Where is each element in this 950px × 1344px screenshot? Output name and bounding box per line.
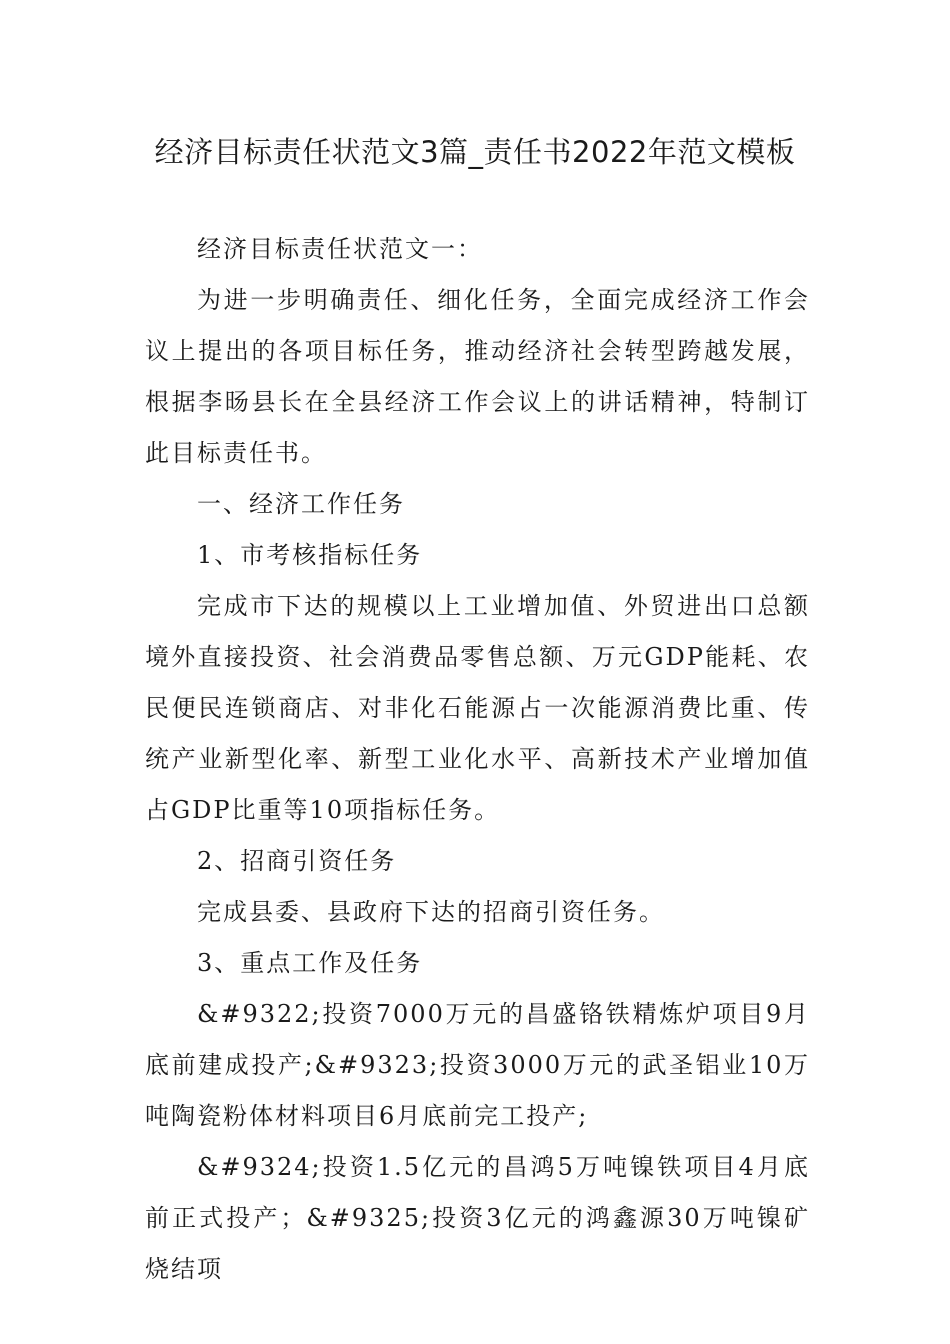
item-1-heading: 1、市考核指标任务 [197,541,423,569]
document-body [145,224,810,1295]
item-1-paragraph: 完成市下达的规模以上工业增加值、外贸进出口总额境外直接投资、社会消费品零售总额、万元GDP能耗、农民便民连锁商店、对非化石能源占一次能源消费比重、传统产业新型化率、新型工业化水平、高新技术产业增加值占GDP比重等10项指标任务。 [145,592,810,824]
item-2-paragraph: 完成县委、县政府下达的招商引资任务。 [197,898,665,926]
part-one-heading: 一、经济工作任务 [197,490,405,518]
item-3-heading: 3、重点工作及任务 [197,949,423,977]
item-2-heading: 2、招商引资任务 [197,847,397,875]
document-title: 经济目标责任状范文3篇_责任书2022年范文模板 [154,135,796,169]
intro-paragraph: 为进一步明确责任、细化任务，全面完成经济工作会议上提出的各项目标任务，推动经济社会转型跨越发展，根据李旸县长在全县经济工作会议上的讲话精神，特制订此目标责任书。 [145,286,810,467]
section-heading: 经济目标责任状范文一： [197,235,483,263]
item-3-paragraph-b: &#9324;投资1.5亿元的昌鸿5万吨镍铁项目4月底前正式投产；&#9325;投资3亿元的鸿鑫源30万吨镍矿烧结项 [145,1153,810,1283]
item-3-paragraph-a: &#9322;投资7000万元的昌盛铬铁精炼炉项目9月底前建成投产;&#9323;投资3000万元的武圣铝业10万吨陶瓷粉体材料项目6月底前完工投产; [145,1000,810,1130]
